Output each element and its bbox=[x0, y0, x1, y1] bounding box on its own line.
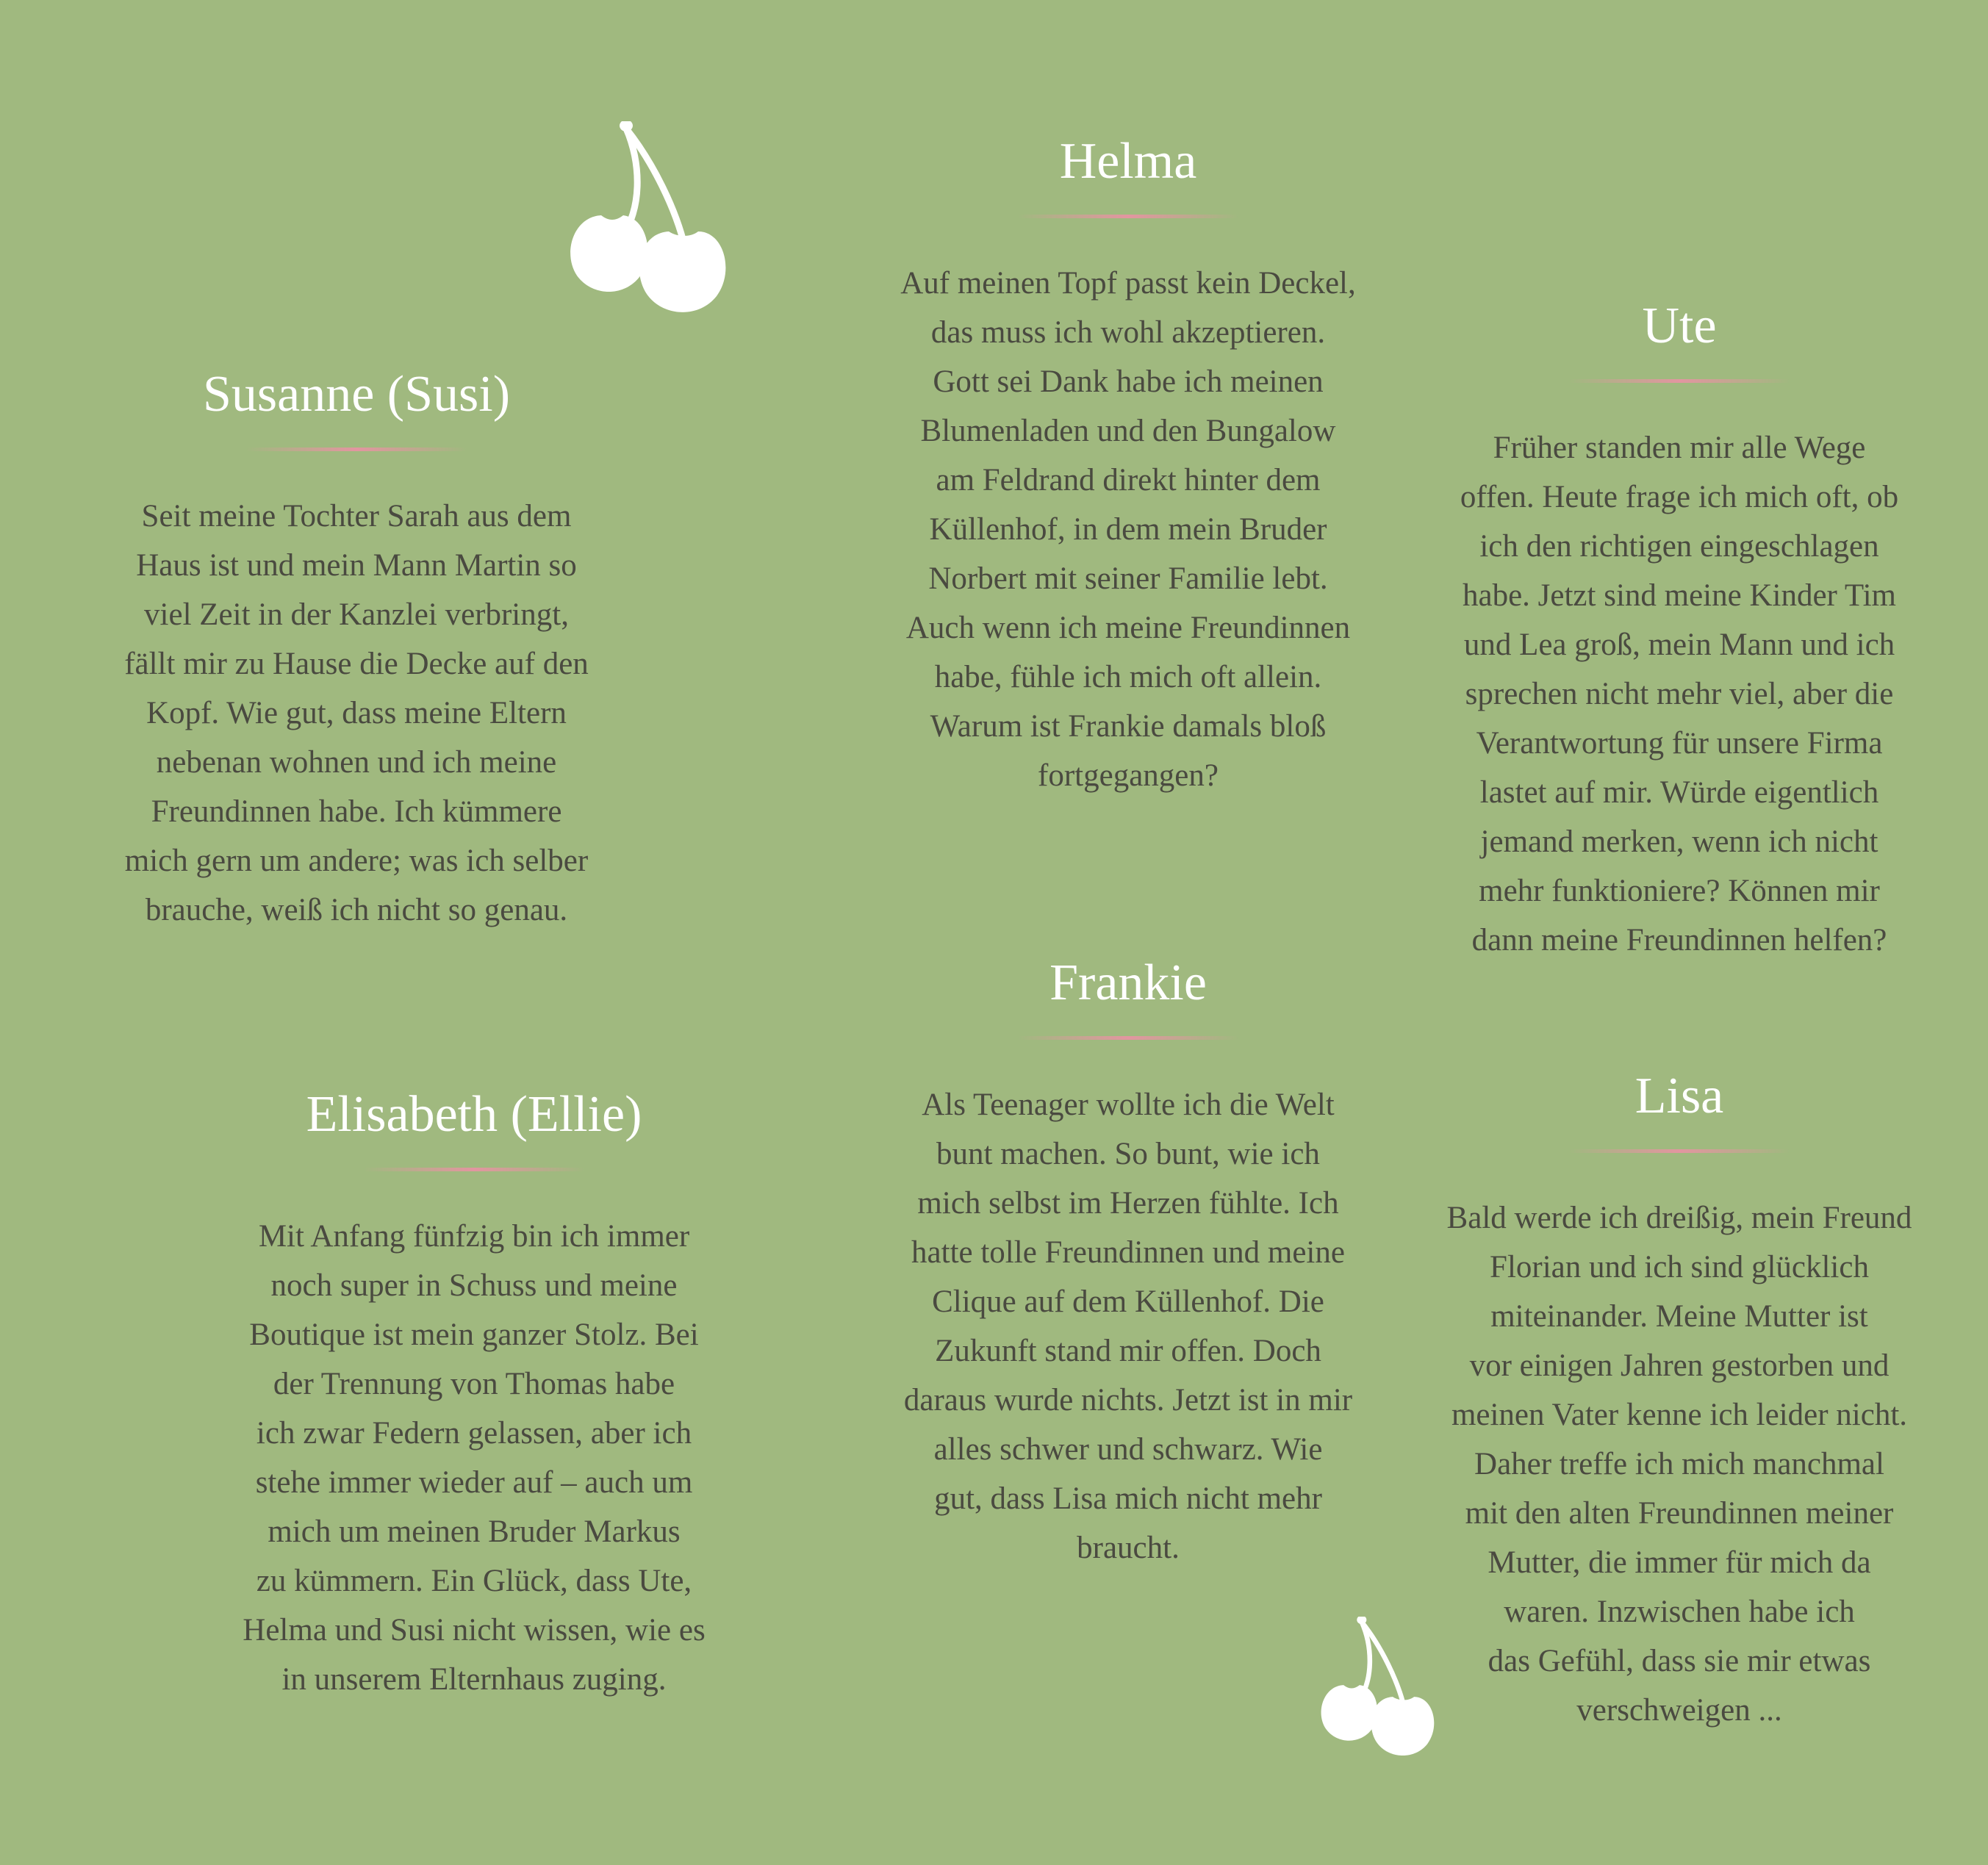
character-name: Helma bbox=[1059, 133, 1197, 190]
divider bbox=[246, 448, 467, 451]
character-description: Seit meine Tochter Sarah aus dem Haus ist und mein Mann Martin so viel Zeit in der Kanzlei verbringt, fällt mir zu Hause die Decke auf den Kopf. Wie gut, dass meine Eltern nebenan wohnen und ich meine Freundinnen habe. Ich kümmere mich gern um andere; was ich selber brauche, weiß ich nicht so genau. bbox=[124, 499, 589, 927]
character-description: Auf meinen Topf passt kein Deckel, das muss ich wohl akzeptieren. Gott sei Dank habe ich meinen Blumenladen und den Bungalow am Feldrand direkt hinter dem Küllenhof, in dem mein Bruder Norbert mit seiner Familie lebt. Auch wenn ich meine Freundinnen habe, fühle ich mich oft allein. Warum ist Frankie damals bloß fortgegangen? bbox=[900, 266, 1356, 793]
character-name: Ute bbox=[1642, 298, 1717, 354]
character-description: Früher standen mir alle Wege offen. Heute frage ich mich oft, ob ich den richtigen eingeschlagen habe. Jetzt sind meine Kinder Tim und Lea groß, mein Mann und ich sprechen nicht mehr viel, aber die Verantwortung für unsere Firma lastet auf mir. Würde eigentlich jemand merken, wenn ich nicht mehr funktioniere? Können mir dann meine Freundinnen helfen? bbox=[1460, 431, 1899, 957]
divider bbox=[364, 1168, 584, 1171]
divider bbox=[1569, 1149, 1790, 1153]
character-name: Elisabeth (Ellie) bbox=[306, 1086, 642, 1143]
divider bbox=[1018, 1036, 1238, 1040]
character-description: Bald werde ich dreißig, mein Freund Florian und ich sind glücklich miteinander. Meine Mutter ist vor einigen Jahren gestorben und meinen Vater kenne ich leider nicht. Daher treffe ich mich manchmal mit den alten Freundinnen meiner Mutter, die immer für mich da waren. Inzwischen habe ich das Gefühl, dass sie mir etwas verschweigen ... bbox=[1446, 1201, 1912, 1728]
character-card-elisabeth bbox=[191, 1084, 757, 1704]
divider bbox=[1018, 215, 1238, 218]
character-card-helma bbox=[845, 131, 1411, 800]
character-name: Susanne (Susi) bbox=[202, 366, 511, 423]
character-card-ute bbox=[1396, 295, 1962, 965]
divider bbox=[1569, 379, 1790, 383]
character-card-frankie bbox=[845, 952, 1411, 1573]
character-description: Mit Anfang fünfzig bin ich immer noch super in Schuss und meine Boutique ist mein ganzer Stolz. Bei der Trennung von Thomas habe ich zwar Federn gelassen, aber ich stehe immer wieder auf – auch um mich um meinen Bruder Markus zu kümmern. Ein Glück, dass Ute, Helma und Susi nicht wissen, wie es in unserem Elternhaus zuging. bbox=[243, 1219, 706, 1697]
character-name: Lisa bbox=[1634, 1068, 1724, 1124]
character-description: Als Teenager wollte ich die Welt bunt machen. So bunt, wie ich mich selbst im Herzen fühlte. Ich hatte tolle Freundinnen und meine Clique auf dem Küllenhof. Die Zukunft stand mir offen. Doch daraus wurde nichts. Jetzt ist in mir alles schwer und schwarz. Wie gut, dass Lisa mich nicht mehr braucht. bbox=[903, 1088, 1353, 1565]
character-card-lisa bbox=[1396, 1066, 1962, 1735]
character-card-susanne bbox=[73, 364, 639, 935]
character-name: Frankie bbox=[1049, 955, 1207, 1011]
cherry-icon bbox=[559, 121, 739, 323]
